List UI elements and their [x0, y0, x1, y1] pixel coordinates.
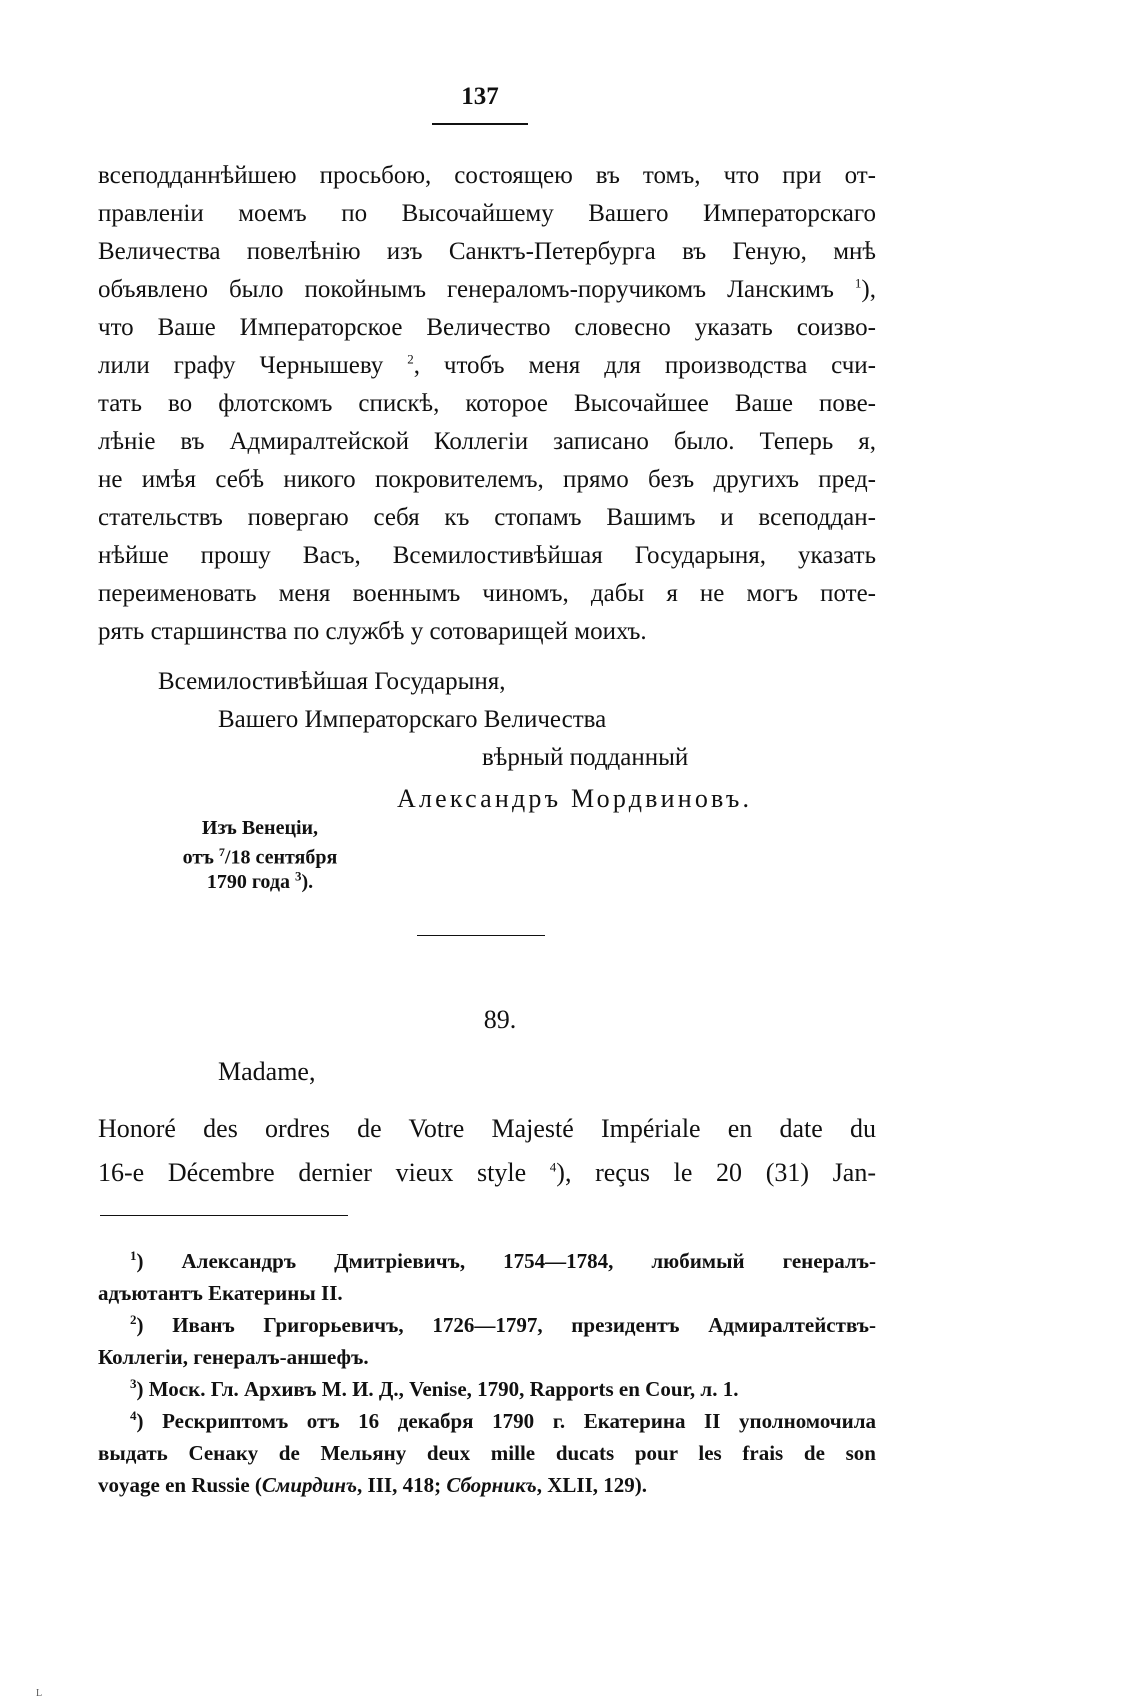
footnote-4-continued: выдать Сенаку de Мельяну deux mille ducats pour les frais de son [98, 1441, 876, 1465]
source-title: Смирдинъ [261, 1473, 358, 1497]
dateline-place: Изъ Венеціи, [201, 817, 319, 839]
footnote-text: Рескриптомъ отъ 16 декабря 1790 г. Екатерина II уполномочила [162, 1409, 876, 1433]
french-line-start: 16-e Décembre dernier vieux style [98, 1158, 550, 1187]
dateline [140, 816, 380, 894]
letter-line: нѣйше прошу Васъ, Всемилостивѣйшая Государыня, указать [98, 542, 876, 569]
footnote-text: Александръ Дмитріевичъ, 1754—1784, любимый генералъ- [181, 1249, 876, 1273]
note-paren: ) [136, 1313, 173, 1337]
closing-title: Вашего Императорскаго Величества [218, 706, 607, 733]
dateline-fraction-num: 7 [218, 845, 225, 859]
footnote-2-continued: Коллегіи, генералъ-аншефъ. [98, 1345, 369, 1369]
letter-line: стательствъ повергаю себя къ стопамъ Вашимъ и всеподдан- [98, 504, 876, 531]
footnote-ref-3: 3 [294, 868, 302, 883]
letter-line: что Ваше Императорское Величество словесно указать соизво- [98, 314, 876, 341]
french-body [98, 1107, 876, 1195]
footnote-text: , III, 418; [357, 1473, 447, 1497]
page-number: 137 [461, 83, 499, 110]
source-title: Сборникъ [446, 1473, 537, 1497]
document-number: 89. [483, 1005, 517, 1034]
footnote-2 [98, 1309, 876, 1341]
letter-line: переименовать меня военнымъ чиномъ, дабы я не могъ поте- [98, 580, 876, 607]
dateline-year-tail: ). [301, 870, 314, 893]
footnote-4 [98, 1405, 876, 1437]
letter-line: не имѣя себѣ никого покровителемъ, прямо безъ другихъ пред- [98, 466, 876, 493]
letter-line: тать во флотскомъ спискѣ, которое Высочайшее Ваше пове- [98, 390, 876, 417]
footnote-1-continued: адъютантъ Екатерины II. [98, 1281, 343, 1305]
letter-line: правленіи моемъ по Высочайшему Вашего Императорскаго [98, 200, 876, 227]
footnote-marker: 2 [130, 1312, 137, 1327]
dateline-prefix: отъ [182, 846, 219, 869]
french-line: Honoré des ordres de Votre Majesté Impériale en date du [98, 1114, 876, 1143]
page-number-rule [432, 123, 528, 125]
footnote-marker: 1 [130, 1248, 137, 1263]
letter-line-text: лили графу Чернышеву [98, 352, 384, 379]
french-line-with-note [98, 1151, 876, 1195]
letter-line: лѣніе въ Адмиралтейской Коллегіи записано было. Теперь я, [98, 428, 876, 455]
letter-line-tail: , чтобъ меня для производства счи- [413, 352, 876, 379]
french-line-end: ), reçus le 20 (31) Jan- [556, 1158, 876, 1187]
footnote-text: Иванъ Григорьевичъ, 1726—1797, президентъ Адмиралтействъ- [172, 1313, 876, 1337]
dateline-date [140, 840, 380, 870]
letter-line: всеподданнѣйшею просьбою, состоящею въ томъ, что при от- [98, 162, 876, 189]
footnote-3 [98, 1373, 876, 1405]
letter-body [98, 157, 876, 651]
note-paren: ) [861, 276, 870, 303]
dateline-fraction-den: /18 [224, 846, 251, 869]
footnote-marker: 4 [130, 1408, 137, 1423]
letter-line: Величества повелѣнію изъ Санктъ-Петербурга въ Геную, мнѣ [98, 238, 876, 265]
dateline-year-text: 1790 года [206, 870, 295, 893]
dateline-month: сентября [250, 846, 338, 869]
footnote-ref-1: 1 [854, 275, 862, 291]
signature: Александръ Мордвиновъ. [397, 784, 753, 813]
footnote-ref-4: 4 [549, 1159, 557, 1175]
footnote-text: voyage en Russie ( [98, 1473, 262, 1497]
footnote-divider [100, 1215, 348, 1216]
footnote-ref-2: 2 [407, 351, 414, 367]
salutation: Madame, [218, 1057, 316, 1086]
footnote-marker: 3 [130, 1376, 137, 1391]
letter-line: рять старшинства по службѣ у сотоварищей моихъ. [98, 618, 647, 645]
note-paren: ) [136, 1409, 163, 1433]
footnote-text: Моск. Гл. Архивъ М. И. Д., Venise, 1790, Rapports en Cour, л. 1. [148, 1377, 739, 1401]
margin-mark: L [36, 1688, 43, 1699]
footnotes [98, 1245, 876, 1501]
note-paren: ) [136, 1377, 149, 1401]
section-divider [417, 935, 545, 936]
letter-line-with-note [98, 347, 876, 385]
footnote-text: , XLII, 129). [536, 1473, 647, 1497]
note-paren: ) [136, 1249, 182, 1273]
footnote-1 [98, 1245, 876, 1277]
letter-line-with-note [98, 271, 876, 309]
closing-address: Всемилостивѣйшая Государыня, [158, 668, 506, 695]
closing-subject: вѣрный подданный [482, 744, 689, 771]
dateline-year [140, 870, 380, 894]
letter-line-tail: , [869, 276, 876, 303]
footnote-4-end [98, 1469, 876, 1501]
letter-line-text: объявлено было покойнымъ генераломъ-поручикомъ Ланскимъ [98, 276, 834, 303]
